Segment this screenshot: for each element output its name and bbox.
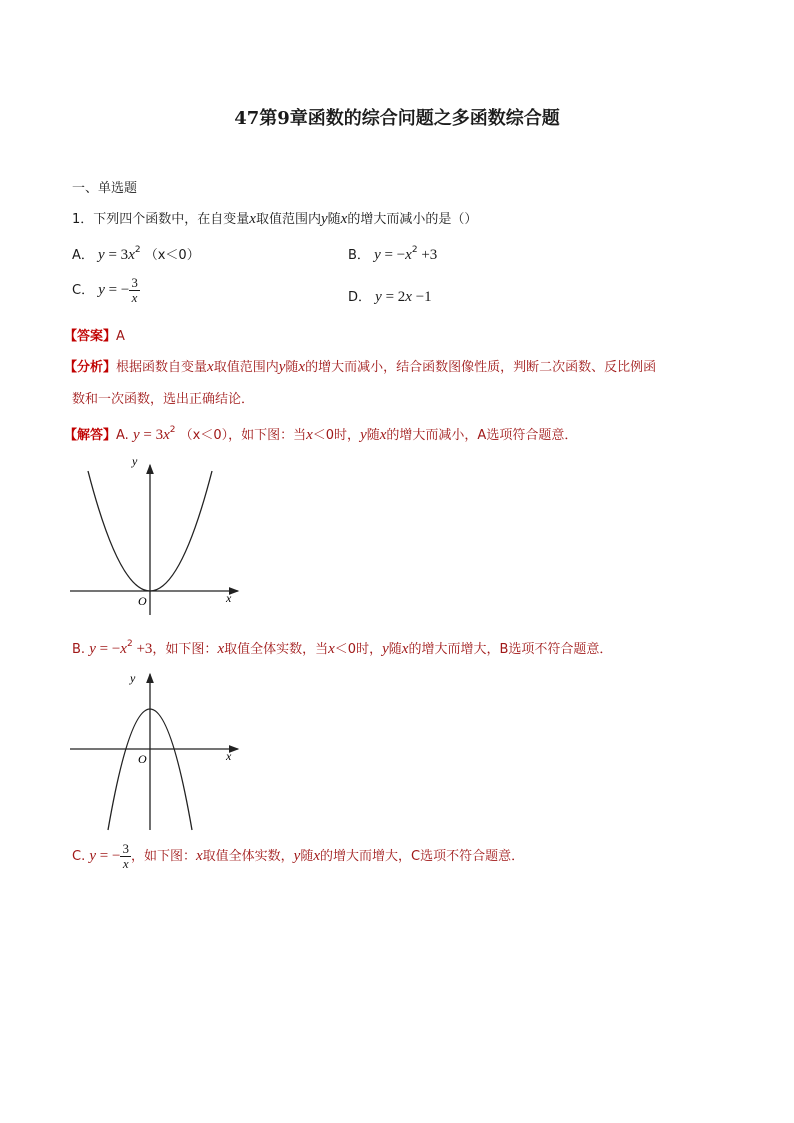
option-b: B． $y = -x^2 +3$ (348, 245, 438, 263)
graph-parabola-up (66, 455, 246, 620)
option-a: A． $y = 3x^2$ （x＜0） (72, 245, 200, 263)
page-title: 47第9章函数的综合问题之多函数综合题 (234, 108, 560, 129)
analysis-line-2: 数和一次函数，选出正确结论． (72, 392, 255, 407)
y-axis-label: y (132, 455, 138, 468)
solution-c: C. y = − $\frac{3}{x}$ ，如下图：x取值全体实数，y随x的增大而增大，C选项不符合题意． (72, 841, 525, 871)
x-axis-label: x (226, 591, 232, 605)
question-stem: 1．下列四个函数中，在自变量x取值范围内y随x的增大而减小的是（） (72, 211, 478, 227)
graph-parabola-down (66, 668, 246, 836)
option-d: D． y = 2x −1 (348, 289, 432, 305)
origin-label: O (138, 594, 147, 608)
option-c: C． y = − $\frac{3}{x}$ (72, 275, 138, 305)
y-axis-label: y (130, 671, 136, 685)
origin-label: O (138, 752, 147, 766)
solution-a: 【解答】A. $y = 3x^2$ （x＜0），如下图：当x＜0时，y随x的增大而减小，A选项符合题意． (64, 425, 578, 443)
analysis-line-1: 【分析】根据函数自变量x取值范围内y随x的增大而减小，结合函数图像性质，判断二次函数、反比例函 (64, 359, 657, 375)
answer-line: 【答案】A (64, 329, 125, 344)
x-axis-label: x (226, 749, 232, 763)
solution-b: B. $y = -x^2 +3$，如下图：x取值全体实数，当x＜0时，y随x的增大而增大，B选项不符合题意． (72, 639, 613, 657)
section-heading: 一、单选题 (72, 181, 138, 196)
